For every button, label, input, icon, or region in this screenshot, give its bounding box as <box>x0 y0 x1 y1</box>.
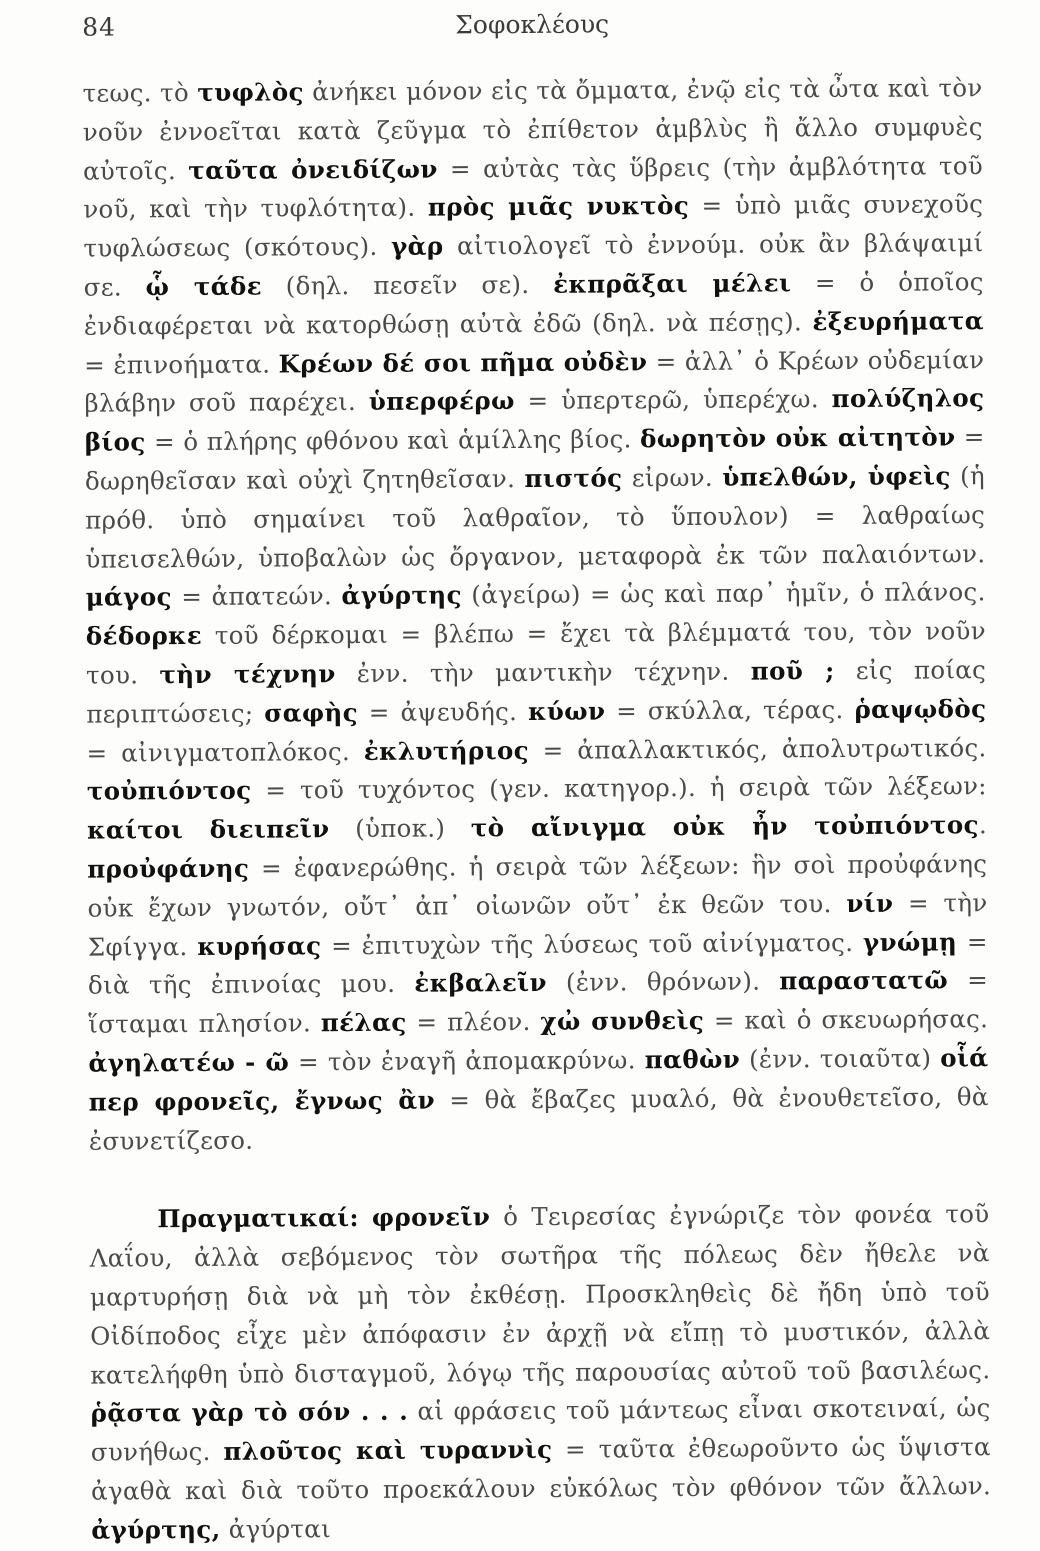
gloss-text: ἀνήκει μόνον εἰς τὰ ὄμματα, ἐνῷ εἰς τὰ ὦτα καὶ τὸν νοῦν ἐννοεῖται κατὰ ζεῦγμα τὸ ἐπίθετον ἀμβλὺς ἢ ἄλλο συμφυὲς αὐτοῖς. <box>82 73 983 186</box>
glossary-paragraph <box>82 69 989 1161</box>
lemma-term: δέδορκε <box>85 621 203 651</box>
lemma-term: ἀγύρτης, <box>91 1514 221 1545</box>
gloss-text: = τοῦ τυχόντος (γεν. κατηγορ.). ἡ σειρὰ τῶν λέξεων: <box>251 771 987 805</box>
gloss-text: αἰτιολογεῖ τὸ ἐννούμ. οὐκ ἂν βλάψαιμί σε. <box>83 228 984 302</box>
lemma-term: παραστατῶ <box>779 965 949 996</box>
lemma-term: ἐξευρήματα <box>812 305 985 337</box>
lemma-term: πιστός <box>524 463 623 493</box>
lemma-term: πλοῦτος καὶ τυραννὶς <box>223 1434 553 1466</box>
lemma-term: φρονεῖν <box>371 1202 491 1233</box>
gloss-text: τεως. τὸ <box>82 77 198 108</box>
lemma-term: παθὼν <box>644 1044 741 1075</box>
running-title: Σοφοκλέους <box>455 9 610 40</box>
gloss-text: = ἀπαλλακτικός, ἀπολυτρωτικός. <box>528 732 987 765</box>
gloss-text: (ὑποκ.) <box>329 813 471 844</box>
gloss-text: = σκύλλα, τέρας. <box>605 694 855 726</box>
lemma-term: ἐκπρᾶξαι μέλει <box>553 268 792 299</box>
lemma-term: κύων <box>527 696 606 726</box>
lemma-term: πρὸς μιᾶς νυκτὸς <box>427 191 690 222</box>
lemma-term: ῥᾷστα γὰρ τὸ σόν . . . <box>90 1397 409 1428</box>
gloss-text: = ἵσταμαι πλησίον. <box>88 965 989 1039</box>
gloss-text: = ὁ πλήρης φθόνου καὶ ἁμίλλης βίος. <box>145 424 641 457</box>
lemma-term: μάγος <box>85 582 172 613</box>
gloss-text: = ταῦτα ἐθεωροῦντο ὡς ὕψιστα ἀγαθὰ καὶ διὰ τοῦτο προεκάλουν εὐκόλως τὸν φθόνον τῶν ἄλλων. <box>91 1432 992 1506</box>
gloss-text: (ἡ πρόθ. ὑπὸ σημαίνει τοῦ λαθραῖον, τὸ ὕπουλον) = λαθραίως ὑπεισελθών, ὑποβαλὼν ὡς ὄργανον, μεταφορὰ ἐκ τῶν παλαιόντων. <box>85 461 986 574</box>
lemma-term: κυρήσας <box>197 930 322 961</box>
lemma-term: δωρητὸν οὐκ αἰτητὸν <box>639 422 956 454</box>
gloss-text: = ἀψευδής. <box>357 696 529 727</box>
gloss-text: = ἐπιτυχὼν τῆς λύσεως τοῦ αἰνίγματος. <box>321 927 864 960</box>
lemma-term: τυφλὸς <box>197 77 304 107</box>
lemma-term: ταῦτα ὀνειδίζων <box>188 154 438 185</box>
gloss-text: ἐνν. τὴν μαντικὴν τέχνην. <box>335 656 751 689</box>
gloss-text: = ἀλλ᾽ ὁ Κρέων οὐδεμίαν βλάβην σοῦ παρέχει. <box>84 344 985 419</box>
lemma-term: ἀγύρτης <box>341 580 462 611</box>
gloss-text: (ἐνν. θρόνων). <box>546 966 780 998</box>
gloss-text: = ὑπὸ μιᾶς συνεχοῦς τυφλώσεως (σκότους). <box>83 189 984 263</box>
lemma-term: τοὐπιόντος <box>86 775 252 807</box>
page-number: 84 <box>82 12 117 42</box>
gloss-text: εἰς ποίας περιπτώσεις; <box>86 655 987 729</box>
gloss-text: = καὶ ὁ σκευωρήσας. <box>704 1004 989 1036</box>
gloss-text: = τὴν Σφίγγα. <box>87 887 988 962</box>
gloss-text: = αἰνιγματοπλόκος. <box>86 736 364 768</box>
lemma-term: ὑπελθών, ὑφεὶς <box>722 461 951 492</box>
lemma-term: χὠ συνθεὶς <box>540 1006 705 1037</box>
lemma-term: πέλας <box>320 1007 407 1038</box>
gloss-text: = δωρηθεῖσαν καὶ οὐχὶ ζητηθεῖσαν. <box>84 422 985 496</box>
gloss-text: = ὑπερτερῶ, ὑπερέχω. <box>514 384 832 416</box>
gloss-text: = ἐφανερώθης. ἡ σειρὰ τῶν λέξεων: ἣν σοὶ προὐφάνης οὐκ ἔχων γνωτόν, οὔτ᾽ ἀπ᾽ οἰωνῶν οὔτ᾽ ἐκ θεῶν του. <box>87 849 988 923</box>
lemma-term: ἐκβαλεῖν <box>414 968 547 998</box>
lemma-term: νίν <box>846 888 894 918</box>
gloss-text: = διὰ τῆς ἐπινοίας μου. <box>87 926 988 1000</box>
section-heading: Πραγματικαί: <box>157 1203 359 1234</box>
lemma-term: οἷά περ φρονεῖς, ἔγνως ἂν <box>88 1043 989 1117</box>
lemma-term: ποῦ ; <box>750 656 835 686</box>
lemma-term: γνώμῃ <box>862 926 958 957</box>
page-header <box>82 0 982 61</box>
commentary-paragraph <box>89 1195 991 1550</box>
gloss-text: (ἐνν. τοιαῦτα) <box>740 1043 941 1074</box>
lemma-term: τὴν τέχνην <box>159 659 336 690</box>
gloss-text: = τὸν ἐναγῆ ἀπομακρύνω. <box>289 1045 645 1077</box>
lemma-term: ἀγηλατέω - ῶ <box>88 1047 290 1078</box>
lemma-term: καίτοι διειπεῖν <box>86 814 330 845</box>
lemma-term: γὰρ <box>390 231 444 261</box>
gloss-text: . <box>978 810 988 840</box>
lemma-term: ᾧ τάδε <box>145 271 263 302</box>
lemma-term: ἐκλυτήριος <box>363 735 530 766</box>
gloss-text: (δηλ. πεσεῖν σε). <box>261 269 554 301</box>
gloss-text: = θὰ ἔβαζες μυαλό, θὰ ἐνουθετεῖσο, θὰ ἐσυνετίζεσο. <box>88 1081 989 1156</box>
gloss-text: = ὁ ὁποῖος ἐνδιαφέρεται νὰ κατορθώσῃ αὐτὰ ἐδῶ (δηλ. νὰ πέσῃς). <box>83 267 984 341</box>
gloss-text: αἱ φράσεις τοῦ μάντεως εἶναι σκοτειναί, ὡς συνήθως. <box>90 1393 991 1467</box>
gloss-text: ἀγύρται <box>220 1513 332 1544</box>
gloss-text: τοῦ δέρκομαι = βλέπω = ἔχει τὰ βλέμματά του, τὸν νοῦν του. <box>86 616 986 690</box>
lemma-term: τὸ αἴνιγμα οὐκ ἦν τοὐπιόντος <box>470 810 980 843</box>
gloss-text: = ἀπατεών. <box>171 581 342 612</box>
gloss-text: (ἀγείρω) = ὡς καὶ παρ᾽ ἡμῖν, ὁ πλάνος. <box>461 577 986 610</box>
lemma-term: σαφὴς <box>264 697 359 728</box>
gloss-text: εἰρων. <box>622 462 723 493</box>
lemma-term: πολύζηλος βίος <box>84 383 985 457</box>
lemma-term: ὑπερφέρω <box>368 386 515 417</box>
lemma-term: Κρέων δέ σοι πῆμα οὐδὲν <box>278 346 648 379</box>
gloss-text: = ἐπινοήματα. <box>84 349 279 380</box>
gloss-text: = πλέον. <box>406 1007 541 1037</box>
lemma-term: προὐφάνης <box>87 853 250 884</box>
gloss-text: = αὐτὰς τὰς ὕβρεις (τὴν ἀμβλότητα τοῦ νοῦ, καὶ τὴν τυφλότητα). <box>83 150 984 225</box>
gloss-text <box>359 1203 372 1232</box>
gloss-text: ὁ Τειρεσίας ἐγνώριζε τὸν φονέα τοῦ Λαΐου, ἀλλὰ σεβόμενος τὸν σωτῆρα τῆς πόλεως δὲν ἤθελε νὰ μαρτυρήσῃ διὰ νὰ μὴ τὸν ἐκθέσῃ. Προσκληθεὶς δὲ ἤδη ὑπὸ τοῦ Οἰδίποδος εἶχε μὲν ἀπόφασιν ἐν ἀρχῇ νὰ εἴπῃ τὸ μυστικόν, ἀλλὰ κατελήφθη ὑπὸ δισταγμοῦ, λόγῳ τῆς παρουσίας αὐτοῦ τοῦ βασιλέως. <box>89 1199 991 1390</box>
lemma-term: ῥαψῳδὸς <box>854 693 987 724</box>
